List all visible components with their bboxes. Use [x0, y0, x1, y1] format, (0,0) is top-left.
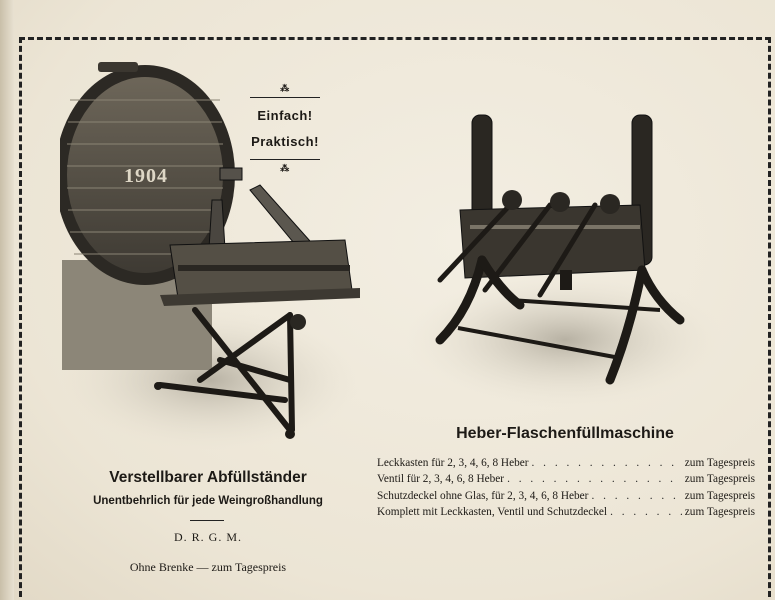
price-value: zum Tagespreis — [684, 506, 755, 519]
left-price-note: Ohne Brenke — zum Tagespreis — [129, 560, 287, 574]
filling-trough — [160, 240, 360, 306]
slogan-line-2: Praktisch! — [251, 133, 319, 149]
price-value: zum Tagespreis — [684, 489, 755, 502]
page-fold-shadow — [0, 0, 14, 600]
price-value: zum Tagespreis — [684, 473, 755, 486]
barrel-year-label: 1904 — [124, 165, 168, 187]
valve — [560, 270, 572, 290]
price-item: Leckkasten für 2, 3, 4, 6, 8 Heber — [377, 457, 529, 469]
floor-shadow — [405, 272, 725, 408]
right-product-title: Heber-Flaschenfüllmaschine — [456, 425, 674, 442]
patent-mark: D. R. G. M. — [173, 530, 242, 544]
bottle-filling-machine-illustration — [400, 110, 730, 410]
price-item: Ventil für 2, 3, 4, 6, 8 Heber — [377, 473, 505, 486]
ornament-bottom: ⁂ — [280, 163, 290, 174]
price-item: Komplett mit Leckkasten, Ventil und Schutzdeckel — [377, 506, 608, 519]
price-row — [377, 471, 755, 487]
ornament-top: ⁂ — [280, 83, 290, 93]
left-product-subtitle: Unentbehrlich für jede Weingroßhandlung — [93, 495, 323, 507]
price-item: Schutzdeckel ohne Glas, für 2, 3, 4, 6, 8 Heber — [377, 489, 589, 502]
leader-dots — [591, 488, 681, 504]
slogan-box — [246, 84, 324, 173]
slogan-line-1: Einfach! — [257, 108, 313, 123]
adjust-knob — [290, 314, 306, 330]
left-divider — [190, 520, 224, 521]
leader-dots — [507, 471, 682, 487]
price-value: zum Tagespreis — [684, 457, 755, 469]
leader-dots — [532, 455, 682, 471]
left-product-title: Verstellbarer Abfüllständer — [109, 469, 307, 486]
price-row — [377, 455, 755, 471]
leader-dots — [610, 504, 682, 520]
price-list — [377, 455, 755, 521]
price-row — [377, 504, 755, 520]
price-row — [377, 488, 755, 504]
